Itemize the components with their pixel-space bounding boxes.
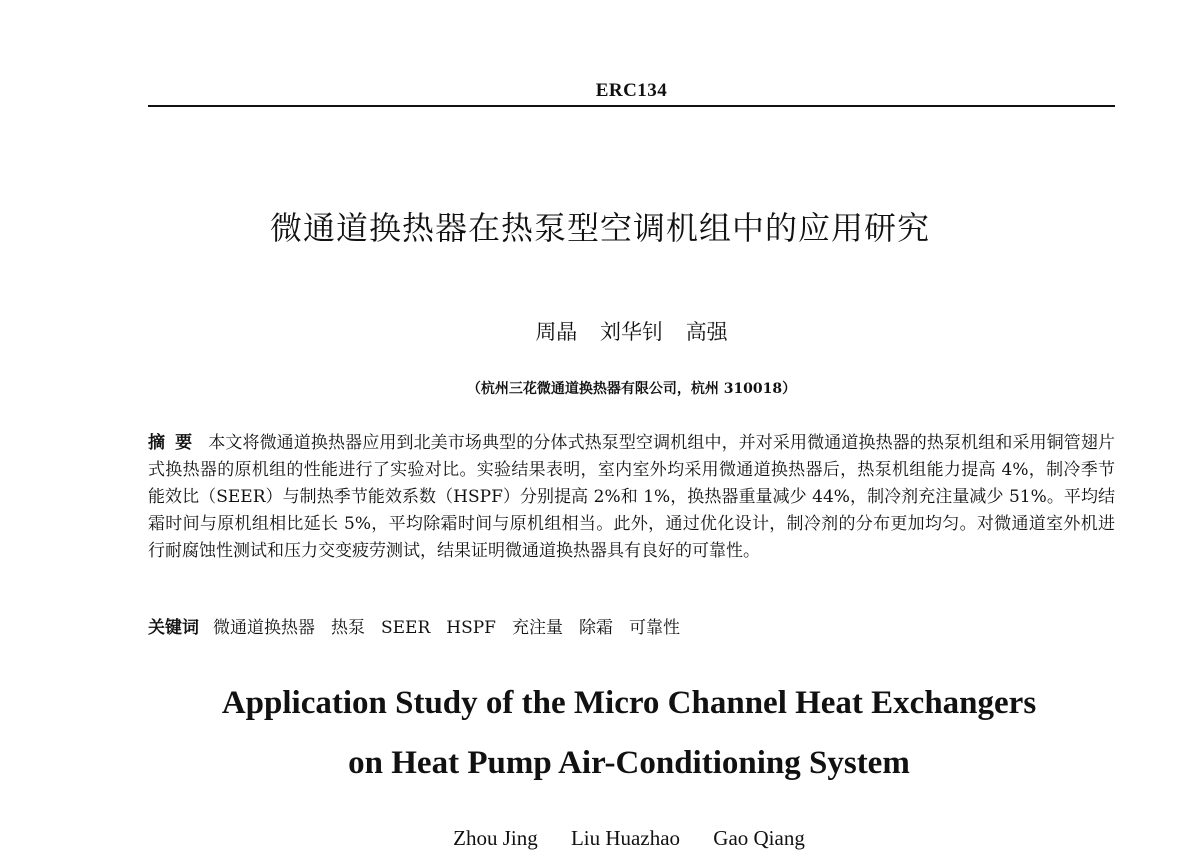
chinese-keywords — [148, 615, 1115, 642]
keyword: HSPF — [446, 618, 496, 638]
author-2: 刘华钊 — [600, 320, 663, 344]
keyword: SEER — [381, 618, 431, 638]
keyword: 除霜 — [578, 618, 613, 638]
abstract-text: 本文将微通道换热器应用到北美市场典型的分体式热泵型空调机组中，并对采用微通道换热器的热泵机组和采用铜管翅片式换热器的原机组的性能进行了实验对比。实验结果表明，室内室外均采用微通道换热器后，热泵机组能力提高 4%，制冷季节能效比（SEER）与制热季节能效系数（HSPF）分别提高 2%和 1%，换热器重量减少 44%，制冷剂充注量减少 51%。平均结霜时间与原机组相比延长 5%，平均除霜时间与原机组相当。此外，通过优化设计，制冷剂的分布更加均匀。对微通道室外机进行耐腐蚀性测试和压力交变疲劳测试，结果证明微通道换热器具有良好的可靠性。 — [148, 433, 1116, 561]
english-author-2: Liu Huazhao — [570, 826, 681, 850]
keyword: 可靠性 — [628, 618, 680, 638]
keyword: 充注量 — [511, 618, 563, 638]
chinese-affiliation: （杭州三花微通道换热器有限公司，杭州 310018） — [466, 381, 797, 397]
english-title-line-1: Application Study of the Micro Channel Heat Exchangers — [221, 685, 1037, 721]
english-title-line-2: on Heat Pump Air-Conditioning System — [348, 745, 910, 781]
keyword: 热泵 — [331, 618, 365, 638]
keywords-label: 关键词 — [148, 618, 199, 638]
english-author-3: Gao Qiang — [713, 826, 805, 850]
english-authors — [0, 826, 1200, 851]
chinese-title: 微通道换热器在热泵型空调机组中的应用研究 — [269, 209, 930, 247]
header-code: ERC134 — [595, 80, 668, 101]
author-3: 高强 — [685, 320, 728, 344]
chinese-abstract — [148, 430, 1115, 565]
english-author-1: Zhou Jing — [453, 826, 538, 850]
author-1: 周晶 — [535, 320, 578, 344]
abstract-label: 摘要 — [148, 433, 203, 453]
chinese-authors — [0, 316, 1200, 346]
header-rule — [148, 105, 1115, 107]
keyword: 微通道换热器 — [213, 618, 315, 638]
